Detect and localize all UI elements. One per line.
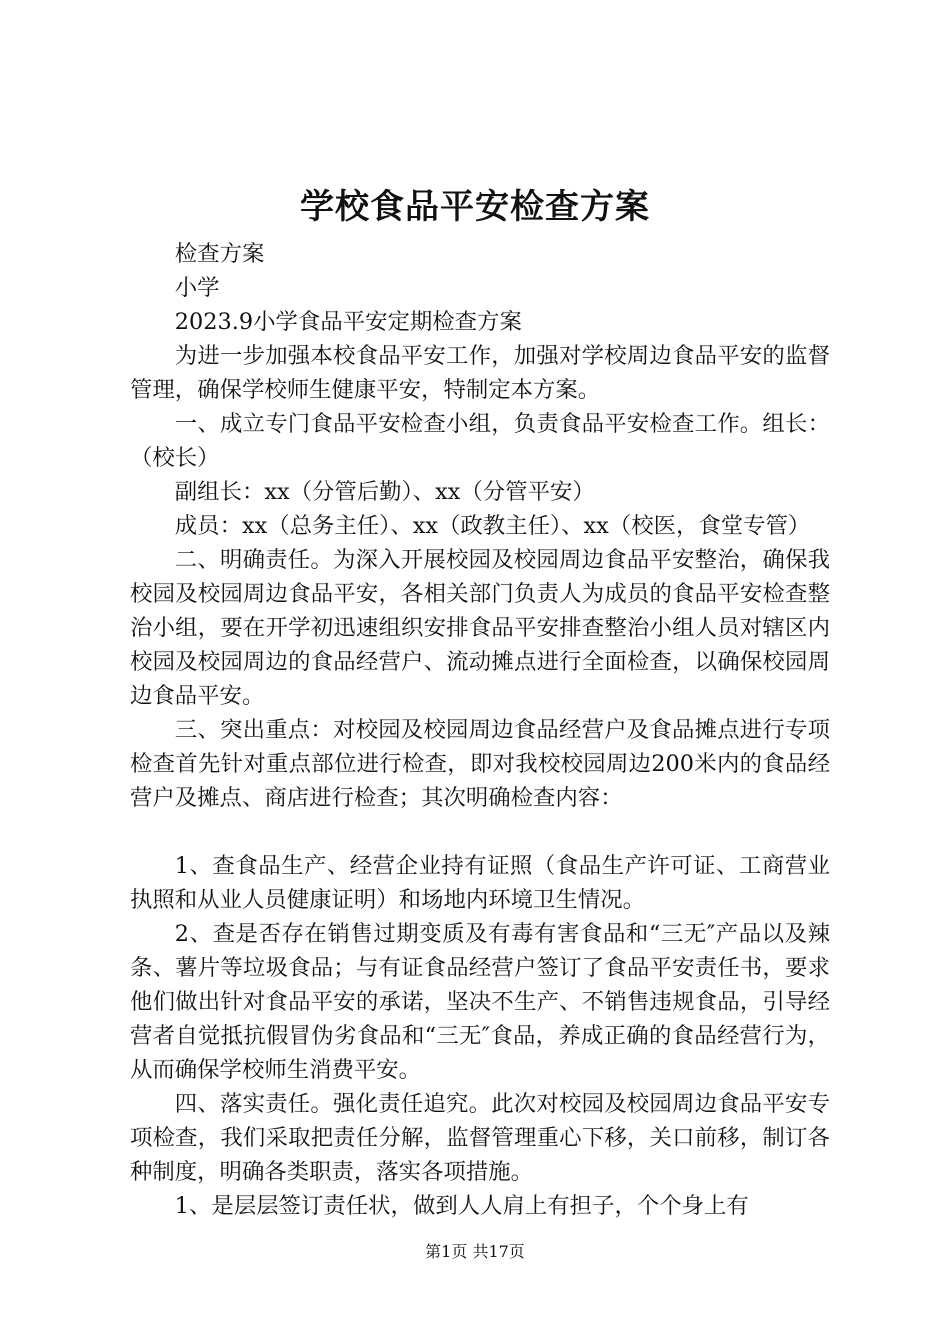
paragraph-section-3: 三、突出重点：对校园及校园周边食品经营户及食品摊点进行专项检查首先针对重点部位进行检查，即对我校校园周边200米内的食品经营户及摊点、商店进行检查；其次明确检查内容： xyxy=(130,717,830,811)
paragraph-plan-name: 2023.9小学食品平安定期检查方案 xyxy=(174,309,522,335)
page-footer: 第1页 共17页 xyxy=(425,1242,525,1261)
paragraph-section-2: 二、明确责任。为深入开展校园及校园周边食品平安整治，确保我校园及校园周边食品平安，各相关部门负责人为成员的食品平安检查整治小组，要在开学初迅速组织安排食品平安排查整治小组人员对辖区内校园及校园周边的食品经营户、流动摊点进行全面检查，以确保校园周边食品平安。 xyxy=(130,547,830,709)
document-title: 学校食品平安检查方案 xyxy=(300,187,650,227)
blank-line xyxy=(130,815,830,849)
paragraph-section-1: 一、成立专门食品平安检查小组，负责食品平安检查工作。组长：（校长） xyxy=(130,411,830,471)
paragraph-vice-leaders: 副组长：xx（分管后勤）、xx（分管平安） xyxy=(174,479,595,505)
document-body xyxy=(130,237,830,1223)
paragraph-section-4-item-1: 1、是层层签订责任状，做到人人肩上有担子，个个身上有 xyxy=(174,1193,749,1219)
paragraph-heading-plan: 检查方案 xyxy=(174,241,265,267)
paragraph-school: 小学 xyxy=(174,275,220,301)
paragraph-members: 成员：xx（总务主任）、xx（政教主任）、xx（校医，食堂专管） xyxy=(174,513,811,539)
paragraph-item-2: 2、查是否存在销售过期变质及有毒有害食品和“三无″产品以及辣条、薯片等垃圾食品；与有证食品经营户签订了食品平安责任书，要求他们做出针对食品平安的承诺，坚决不生产、不销售违规食品，引导经营者自觉抵抗假冒伪劣食品和“三无″食品，养成正确的食品经营行为，从而确保学校师生消费平安。 xyxy=(130,921,830,1083)
paragraph-section-4: 四、落实责任。强化责任追究。此次对校园及校园周边食品平安专项检查，我们采取把责任分解，监督管理重心下移，关口前移，制订各种制度，明确各类职责，落实各项措施。 xyxy=(130,1091,830,1185)
paragraph-intro: 为进一步加强本校食品平安工作，加强对学校周边食品平安的监督管理，确保学校师生健康平安，特制定本方案。 xyxy=(130,343,830,403)
paragraph-item-1: 1、查食品生产、经营企业持有证照（食品生产许可证、工商营业执照和从业人员健康证明）和场地内环境卫生情况。 xyxy=(130,853,830,913)
